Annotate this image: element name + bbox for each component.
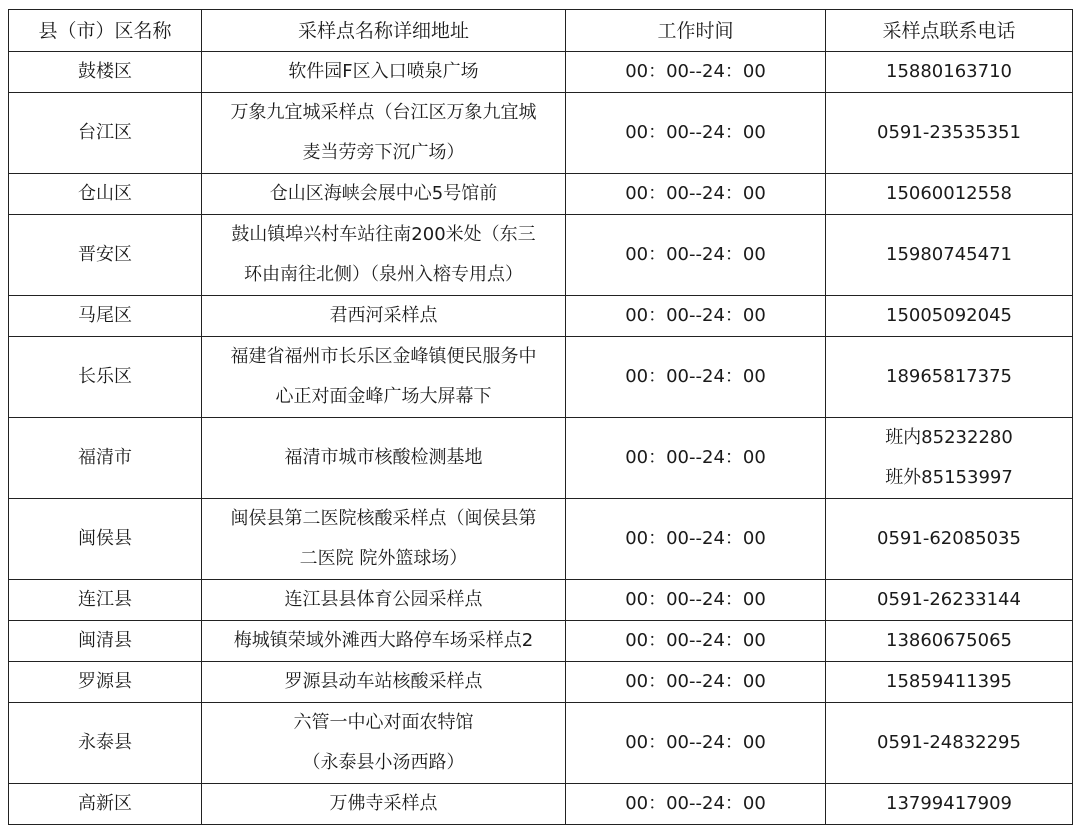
hours-cell: 00：00--24：00 <box>566 621 826 662</box>
phone-cell <box>826 662 1073 703</box>
address-line: 连江县县体育公园采样点 <box>284 589 483 610</box>
district-cell: 连江县 <box>9 580 202 621</box>
phone-cell <box>826 621 1073 662</box>
address-line: 六管一中心对面农特馆 <box>293 712 474 733</box>
phone-cell <box>826 703 1073 784</box>
address-cell <box>202 296 566 337</box>
table-row <box>9 662 1073 703</box>
table-row <box>9 784 1073 825</box>
address-line: （永泰县小汤西路） <box>302 752 465 773</box>
phone-line: 0591-24832295 <box>877 732 1021 753</box>
phone-cell <box>826 174 1073 215</box>
hours-cell: 00：00--24：00 <box>566 784 826 825</box>
address-cell <box>202 703 566 784</box>
address-line: 闽侯县第二医院核酸采样点（闽侯县第 <box>230 508 537 529</box>
district-cell: 罗源县 <box>9 662 202 703</box>
table-row <box>9 215 1073 296</box>
district-cell: 马尾区 <box>9 296 202 337</box>
phone-line: 班外85153997 <box>885 467 1013 488</box>
phone-line: 0591-26233144 <box>877 589 1021 610</box>
address-line: 万佛寺采样点 <box>329 793 438 814</box>
address-cell <box>202 418 566 499</box>
district-cell: 晋安区 <box>9 215 202 296</box>
phone-cell <box>826 93 1073 174</box>
phone-line: 0591-62085035 <box>877 528 1021 549</box>
address-cell <box>202 93 566 174</box>
phone-cell <box>826 499 1073 580</box>
phone-cell <box>826 418 1073 499</box>
phone-line: 15005092045 <box>886 305 1012 326</box>
hours-cell: 00：00--24：00 <box>566 174 826 215</box>
address-line: 福建省福州市长乐区金峰镇便民服务中 <box>230 346 537 367</box>
address-line: 二医院 院外篮球场） <box>299 548 468 569</box>
address-line: 罗源县动车站核酸采样点 <box>284 671 483 692</box>
hours-cell: 00：00--24：00 <box>566 52 826 93</box>
address-cell <box>202 621 566 662</box>
phone-cell <box>826 337 1073 418</box>
table-row <box>9 499 1073 580</box>
district-cell: 仓山区 <box>9 174 202 215</box>
table-body <box>9 52 1073 825</box>
phone-cell <box>826 296 1073 337</box>
address-line: 仓山区海峡会展中心5号馆前 <box>269 183 498 204</box>
address-cell <box>202 499 566 580</box>
hours-cell: 00：00--24：00 <box>566 93 826 174</box>
district-cell: 台江区 <box>9 93 202 174</box>
address-line: 福清市城市核酸检测基地 <box>284 447 483 468</box>
address-cell <box>202 662 566 703</box>
phone-line: 15880163710 <box>886 61 1012 82</box>
district-cell: 闽侯县 <box>9 499 202 580</box>
phone-cell <box>826 215 1073 296</box>
hours-cell: 00：00--24：00 <box>566 337 826 418</box>
phone-line: 15980745471 <box>886 244 1012 265</box>
header-hours: 工作时间 <box>566 10 826 52</box>
phone-line: 班内85232280 <box>885 427 1013 448</box>
phone-cell <box>826 580 1073 621</box>
phone-line: 15060012558 <box>886 183 1012 204</box>
hours-cell: 00：00--24：00 <box>566 215 826 296</box>
phone-line: 0591-23535351 <box>877 122 1021 143</box>
address-line: 梅城镇荣域外滩西大路停车场采样点2 <box>233 630 534 651</box>
address-line: 万象九宜城采样点（台江区万象九宜城 <box>230 102 537 123</box>
hours-cell: 00：00--24：00 <box>566 580 826 621</box>
hours-cell: 00：00--24：00 <box>566 662 826 703</box>
phone-line: 13860675065 <box>886 630 1012 651</box>
address-line: 鼓山镇埠兴村车站往南200米处（东三 <box>231 224 536 245</box>
address-line: 软件园F区入口喷泉广场 <box>288 61 479 82</box>
district-cell: 闽清县 <box>9 621 202 662</box>
phone-cell <box>826 52 1073 93</box>
header-district: 县（市）区名称 <box>9 10 202 52</box>
district-cell: 鼓楼区 <box>9 52 202 93</box>
table-row <box>9 93 1073 174</box>
address-cell <box>202 337 566 418</box>
address-line: 环由南往北侧）（泉州入榕专用点） <box>244 264 523 285</box>
header-row <box>9 10 1073 52</box>
header-address: 采样点名称详细地址 <box>202 10 566 52</box>
hours-cell: 00：00--24：00 <box>566 499 826 580</box>
district-cell: 长乐区 <box>9 337 202 418</box>
phone-line: 13799417909 <box>886 793 1012 814</box>
table-row <box>9 580 1073 621</box>
phone-line: 18965817375 <box>886 366 1012 387</box>
address-cell <box>202 784 566 825</box>
table-row <box>9 296 1073 337</box>
hours-cell: 00：00--24：00 <box>566 418 826 499</box>
table-row <box>9 52 1073 93</box>
table-row <box>9 703 1073 784</box>
address-line: 君西河采样点 <box>329 305 438 326</box>
address-line: 麦当劳旁下沉广场） <box>302 142 465 163</box>
table-row <box>9 418 1073 499</box>
district-cell: 高新区 <box>9 784 202 825</box>
hours-cell: 00：00--24：00 <box>566 703 826 784</box>
address-line: 心正对面金峰广场大屏幕下 <box>275 386 492 407</box>
header-phone: 采样点联系电话 <box>826 10 1073 52</box>
district-cell: 永泰县 <box>9 703 202 784</box>
phone-cell <box>826 784 1073 825</box>
phone-line: 15859411395 <box>886 671 1012 692</box>
address-cell <box>202 52 566 93</box>
address-cell <box>202 174 566 215</box>
table-row <box>9 174 1073 215</box>
address-cell <box>202 215 566 296</box>
sampling-sites-table <box>8 9 1073 825</box>
table-row <box>9 621 1073 662</box>
table-row <box>9 337 1073 418</box>
address-cell <box>202 580 566 621</box>
district-cell: 福清市 <box>9 418 202 499</box>
hours-cell: 00：00--24：00 <box>566 296 826 337</box>
